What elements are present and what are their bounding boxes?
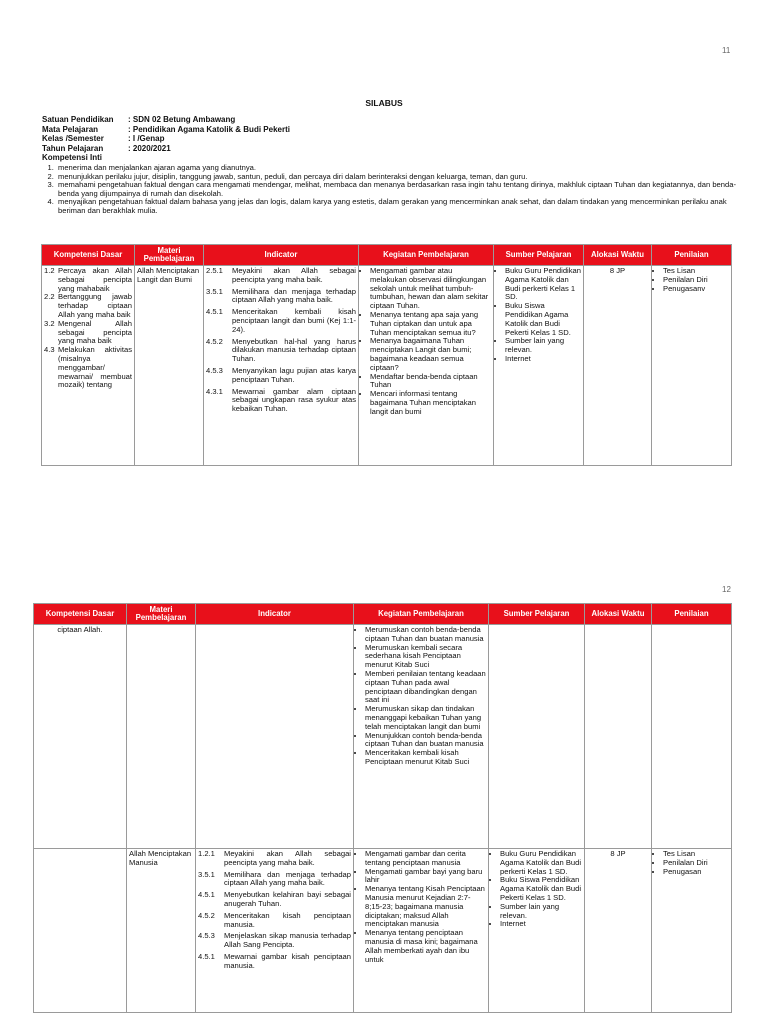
alokasi-cell: 8 JP (584, 266, 652, 466)
penilaian-cell (652, 625, 732, 849)
kegiatan-cell (354, 849, 489, 1013)
indicator-number: 4.5.1 (198, 951, 215, 961)
indicator-text: Mewarnai gambar alam ciptaan sebagai ungkapan rasa syukur atas kebaikan Tuhan. (232, 386, 356, 414)
kegiatan-list (356, 850, 486, 964)
header-kegiatan: Kegiatan Pembelajaran (354, 604, 489, 625)
kd-item (44, 320, 132, 346)
indicator-number: 1.2.1 (198, 849, 215, 858)
penilaian-cell (652, 849, 732, 1013)
list-item: • Menanya bagaimana Tuhan menciptakan Langit dan bumi; bagaimana keadaan semua ciptaan? (370, 337, 491, 372)
indicator-number: 2.5.1 (206, 266, 223, 275)
list-item: • Mengamati gambar dan cerita tentang penciptaan manusia (365, 850, 486, 868)
list-item: • Buku Siswa Pendidikan Agama Katolik dan Budi Pekerti Kelas 1 SD. (500, 876, 582, 902)
sumber-list (496, 267, 581, 364)
header-kompetensi-dasar: Kompetensi Dasar (34, 604, 127, 625)
indicator-text: Menceritakan kisah penciptaan manusia. (224, 910, 351, 929)
indicator-text: Menyebutkan kelahiran bayi sebagai anugerah Tuhan. (224, 890, 351, 908)
indicator-text: Menyanyikan lagu pujian atas karya penciptaan Tuhan. (232, 365, 356, 384)
indicator-number: 4.5.3 (198, 931, 215, 941)
meta-label: Kelas /Semester (42, 134, 104, 144)
meta-label: Tahun Pelajaran (42, 143, 104, 153)
indicator-cell (196, 625, 354, 849)
meta-value: : 2020/2021 (128, 143, 171, 153)
list-item: • Memberi penilaian tentang keadaan ciptaan Tuhan pada awal penciptaan dibandingkan dengan saat ini (365, 670, 486, 705)
kd-number: 4.3 (44, 345, 55, 355)
kd-item (44, 267, 132, 293)
syllabus-table-1 (41, 244, 732, 466)
header-materi: Materi Pembelajaran (127, 604, 196, 625)
indicator-text: Menjelaskan sikap manusia terhadap Allah Sang Pencipta. (224, 931, 351, 950)
table-header-row (34, 604, 732, 625)
header-alokasi: Alokasi Waktu (584, 245, 652, 266)
meta-label: Satuan Pendidikan (42, 115, 114, 124)
meta-row-subject (42, 125, 290, 135)
list-item: • Tes Lisan (663, 267, 729, 276)
header-materi: Materi Pembelajaran (135, 245, 204, 266)
kd-number: 2.2 (44, 292, 55, 302)
syllabus-meta (42, 115, 290, 163)
indicator-number: 4.5.1 (206, 307, 223, 317)
indicator-text: Mewarnai gambar kisah penciptaan manusia. (224, 951, 351, 970)
kompetensi-inti-heading: Kompetensi Inti (42, 153, 103, 163)
list-item: • Mengamati gambar atau melakukan observasi dilingkungan sekolah untuk melihat tumbuh-tumbuhan, hewan dan alam sekitar ciptaan Tuhan. (370, 267, 491, 311)
list-item: • Buku Siswa Pendidikan Agama Katolik dan Budi Pekerti Kelas 1 SD. (505, 302, 581, 337)
indicator-text: Meyakini akan Allah sebagai peencipta yang maha baik. (232, 266, 356, 284)
indicator-text: Menyebutkan hal-hal yang harus dilakukan manusia terhadap ciptaan Tuhan. (232, 336, 356, 364)
list-item: • Internet (500, 920, 582, 929)
page-title: SILABUS (365, 98, 403, 108)
header-kompetensi-dasar: Kompetensi Dasar (42, 245, 135, 266)
kd-text: Melakukan aktivitas (misalnya menggambar/ mewarnai/ membuat mozaik) tentang (58, 345, 132, 390)
header-penilaian: Penilaian (652, 245, 732, 266)
indicator-number: 4.5.3 (206, 365, 223, 375)
indicator-number: 3.5.1 (198, 869, 215, 879)
list-item: • Menanya tentang penciptaan manusia di masa kini; bagaimana Allah memberkati ayah dan ibu untuk (365, 929, 486, 964)
sumber-cell (494, 266, 584, 466)
materi-cell: Allah Menciptakan Langit dan Bumi (135, 266, 204, 466)
indicator-item (198, 871, 351, 889)
indicator-number: 4.5.2 (198, 910, 215, 920)
list-item: • Menceritakan kembali kisah Penciptaan menurut Kitab Suci (365, 749, 486, 767)
list-item: • Buku Guru Pendidikan Agama Katolik dan Budi perkerti Kelas 1 SD. (505, 267, 581, 302)
indicator-number: 3.5.1 (206, 286, 223, 296)
kegiatan-cell (354, 625, 489, 849)
table-row (34, 625, 732, 849)
indicator-text: Memilihara dan menjaga terhadap ciptaan Allah yang maha baik. (224, 869, 351, 888)
materi-cell (127, 625, 196, 849)
kd-item (44, 346, 132, 390)
list-item: • Penilalan Diri (663, 859, 729, 868)
header-alokasi: Alokasi Waktu (585, 604, 652, 625)
table-header-row (42, 245, 732, 266)
list-item: • Mencari informasi tentang bagaimana Tuhan menciptakan langit dan bumi (370, 390, 491, 416)
list-item: • Buku Guru Pendidikan Agama Katolik dan Budi perkerti Kelas 1 SD. (500, 850, 582, 876)
kd-cell (42, 266, 135, 466)
ki-item: 1. menerima dan menjalankan ajaran agama yang dianutnya. (56, 164, 750, 173)
meta-value: : SDN 02 Betung Ambawang (128, 115, 236, 124)
penilaian-cell (652, 266, 732, 466)
header-penilaian: Penilaian (652, 604, 732, 625)
indicator-item (206, 338, 356, 364)
meta-value: : I /Genap (128, 134, 165, 144)
kegiatan-list (356, 626, 486, 767)
sumber-list (491, 850, 582, 929)
table-row (34, 849, 732, 1013)
list-item: • Merumuskan sikap dan tindakan menanggapi kebaikan Tuhan yang telah menciptakan langit dan bumi (365, 705, 486, 731)
list-item: • Tes Lisan (663, 850, 729, 859)
meta-row-school (42, 115, 290, 125)
indicator-item (198, 912, 351, 930)
list-item: • Mengamati gambar bayi yang baru lahir (365, 868, 486, 886)
list-item: • Internet (505, 355, 581, 364)
header-indicator: Indicator (204, 245, 359, 266)
page-number: 12 (722, 585, 731, 594)
header-sumber: Sumber Pelajaran (489, 604, 585, 625)
list-item: • Menanya tentang apa saja yang Tuhan ciptakan dan untuk apa Tuhan menciptakan semua itu? (370, 311, 491, 337)
list-item: • Penugasan (663, 868, 729, 877)
indicator-item (206, 308, 356, 334)
header-kegiatan: Kegiatan Pembelajaran (359, 245, 494, 266)
table-row (42, 266, 732, 466)
header-indicator: Indicator (196, 604, 354, 625)
indicator-item (206, 288, 356, 306)
kd-text: Percaya akan Allah sebagai pencipta yang mahabaik (58, 266, 132, 293)
meta-label: Mata Pelajaran (42, 124, 99, 134)
list-item: • Penugasanv (663, 285, 729, 294)
alokasi-cell (585, 625, 652, 849)
kd-cell (34, 849, 127, 1013)
indicator-item (198, 953, 351, 971)
indicator-text: Memilihara dan menjaga terhadap ciptaan Allah yang maha baik. (232, 286, 356, 305)
meta-row-class (42, 134, 290, 144)
kd-number: 1.2 (44, 266, 55, 275)
list-item: • Sumber lain yang relevan. (500, 903, 582, 921)
kegiatan-cell (359, 266, 494, 466)
indicator-number: 4.5.2 (206, 336, 223, 346)
list-item: • Penilalan Diri (663, 276, 729, 285)
meta-value: : Pendidikan Agama Katolik & Budi Pekerti (128, 124, 290, 134)
kd-item (44, 293, 132, 319)
indicator-text: Meyakini akan Allah sebagai peencipta yang maha baik. (224, 849, 351, 867)
kd-text: Bertanggung jawab terhadap ciptaan Allah yang maha baik (58, 292, 132, 319)
indicator-cell (196, 849, 354, 1013)
indicator-number: 4.5.1 (198, 890, 215, 900)
list-item: • Merumuskan contoh benda-benda ciptaan Tuhan dan buatan manusia (365, 626, 486, 644)
indicator-item (206, 388, 356, 414)
indicator-item (198, 932, 351, 950)
kegiatan-list (361, 267, 491, 417)
indicator-number: 4.3.1 (206, 386, 223, 396)
materi-cell: Allah Menciptakan Manusia (127, 849, 196, 1013)
sumber-cell (489, 625, 585, 849)
indicator-item (206, 267, 356, 285)
list-item: • Menanya tentang Kisah Penciptaan Manusia menurut Kejadian 2:7-8;15-23; bagaimana manusia diciptakan; maksud Allah menciptakan manusia (365, 885, 486, 929)
kd-number: 3.2 (44, 318, 55, 328)
indicator-text: Menceritakan kembali kisah penciptaan langit dan bumi (Kej 1:1-24). (232, 307, 356, 334)
list-item: • Menunjukkan contoh benda-benda ciptaan Tuhan dan buatan manusia (365, 732, 486, 750)
list-item: • Mendaftar benda-benda ciptaan Tuhan (370, 373, 491, 391)
ki-item: 4. menyajikan pengetahuan faktual dalam bahasa yang jelas dan logis, dalam karya yang estetis, dalam gerakan yang mencerminkan anak sehat, dan dalam tindakan yang mencerminkan perilaku anak beriman dan berakhlak mulia. (56, 198, 750, 215)
list-item: • Merumuskan kembali secara sederhana kisah Penciptaan menurut Kitab Suci (365, 644, 486, 670)
kd-text: Mengenal Allah sebagai pencipta yang maha baik (58, 318, 132, 346)
header-sumber: Sumber Pelajaran (494, 245, 584, 266)
list-item: • Sumber lain yang relevan. (505, 337, 581, 355)
meta-row-year (42, 144, 290, 154)
indicator-item (206, 367, 356, 385)
kompetensi-inti-list (42, 164, 750, 216)
penilaian-list (654, 267, 729, 293)
ki-item: 2. menunjukkan perilaku jujur, disiplin, tanggung jawab, santun, peduli, dan percaya diri dalam berinteraksi dengan keluarga, teman, dan guru. (56, 173, 750, 182)
page-number: 11 (722, 46, 731, 55)
kd-cell: ciptaan Allah. (34, 625, 127, 849)
penilaian-list (654, 850, 729, 876)
indicator-cell (204, 266, 359, 466)
ki-item: 3. memahami pengetahuan faktual dengan cara mengamati mendengar, melihat, membaca dan menanya berdasarkan rasa ingin tahu tentang dirinya, makhluk ciptaan Tuhan dan kegiatannya, dan benda-benda yang dijumpainya di rumah dan disekolah. (56, 181, 750, 198)
sumber-cell (489, 849, 585, 1013)
syllabus-table-2 (33, 603, 732, 1013)
indicator-item (198, 891, 351, 909)
alokasi-cell: 8 JP (585, 849, 652, 1013)
indicator-item (198, 850, 351, 868)
